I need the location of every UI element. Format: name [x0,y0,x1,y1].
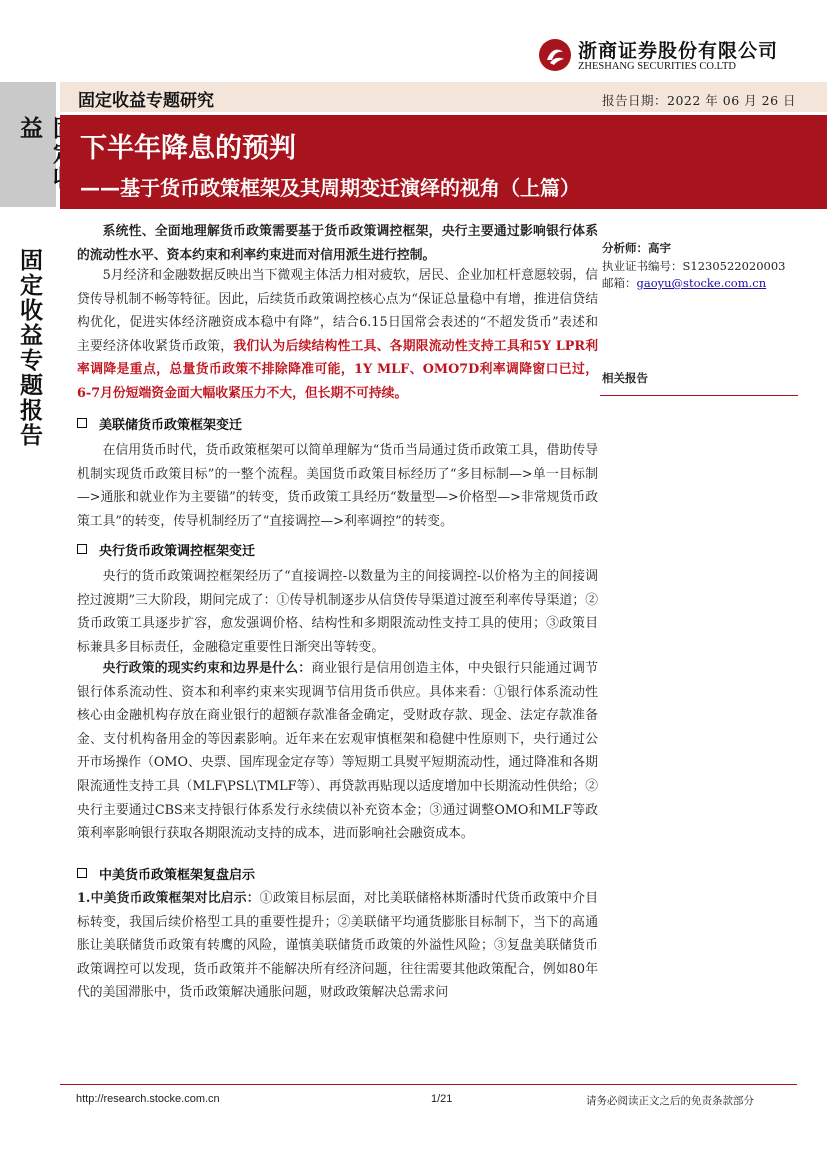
section-heading-pboc [77,540,255,559]
section-heading-review-label: 中美货币政策框架复盘启示 [99,868,256,883]
section-heading-pboc-label: 央行货币政策调控框架变迁 [99,544,256,559]
outlook-text: 5月经济和金融数据反映出当下微观主体活力相对疲软，居民、企业加杠杆意愿较弱，信贷传导机制不畅等特征。因此，后续货币政策调控核心点为“保证总量稳中有增，推进信贷结构优化，促进实体经济融资成本稳中有降”，结合6.15日国常会表述的“不超发货币”表述和主要经济体收紧货币政策， [77,268,598,354]
pboc-framework-paragraph: 央行的货币政策调控框架经历了“直接调控-以数量为主的间接调控-以价格为主的间接调控过渡期”三大阶段，期间完成了：①传导机制逐步从信贷传导渠道过渡至利率传导渠道；②货币政策工具逐步扩容，愈发强调价格、结构性和多期限流动性支持工具的使用；③政策目标兼具多目标责任，金融稳定重要性日渐突出等转变。 [77,569,598,655]
side-tag-top-label: 益 [16,116,42,141]
company-name-cn: 浙商证券股份有限公司 [578,40,779,62]
comparison-text: ①政策目标层面，对比美联储格林斯潘时代货币政策中介目标转变，我国后续价格型工具的重要性提升；②美联储平均通货膨胀目标制下，当下的高通胀让美联储货币政策有转鹰的风险，谨慎美联储货币政策的外溢性风险；③复盘美联储货币政策调控可以发现，货币政策并不能解决所有经济问题，往往需要其他政策配合，例如80年代的美国滞胀中，货币政策解决通胀问题，财政政策解决总需求问 [77,891,599,1001]
summary-paragraph: 系统性、全面地理解货币政策需要基于货币政策调控框架，央行主要通过影响银行体系的流动性水平、资本约束和利率约束进而对信用派生进行控制。 [77,224,598,263]
report-title: 下半年降息的预判 [80,133,296,164]
footer-url-link[interactable]: http://research.stocke.com.cn [76,1093,220,1105]
report-date: 报告日期：2022 年 06 月 26 日 [602,93,796,108]
constraints-paragraph [77,657,598,846]
footer-divider [60,1084,797,1085]
checkbox-bullet-icon [77,868,87,878]
analyst-email-link[interactable]: gaoyu@stocke.com.cn [636,276,767,290]
footer-disclaimer: 请务必阅读正文之后的免责条款部分 [586,1095,754,1107]
company-name-en: ZHESHANG SECURITIES CO.LTD [578,61,736,72]
analyst-email-row [602,275,766,291]
related-reports-heading: 相关报告 [602,371,648,385]
analyst-license: 执业证书编号：S1230522020003 [602,259,786,273]
report-category: 固定收益专题研究 [78,91,214,111]
outlook-paragraph [77,264,598,406]
section-heading-fed-label: 美联储货币政策框架变迁 [99,418,243,433]
comparison-lead: 1.中美货币政策框架对比启示： [77,891,260,906]
report-subtitle: ——基于货币政策框架及其周期变迁演绎的视角（上篇） [80,176,580,200]
email-label: 邮箱： [602,276,637,290]
fed-framework-paragraph: 在信用货币时代，货币政策框架可以简单理解为“货币当局通过货币政策工具，借助传导机制实现货币政策目标”的一整个流程。美国货币政策目标经历了“多目标制—>单一目标制—>通胀和就业作为主要锚”的转变，货币政策工具经历“数量型—>价格型—>非常规货币政策工具”的转变，传导机制经历了“直接调控—>利率调控”的转变。 [77,443,598,529]
section-heading-review [77,864,255,883]
constraints-lead: 央行政策的现实约束和边界是什么： [102,661,312,676]
section-heading-fed [77,414,242,433]
outlook-conclusion: 我们认为后续结构性工具、各期限流动性支持工具和5Y LPR利率调降是重点，总量货币政策不排除降准可能，1Y MLF、OMO7D利率调降窗口已过，6-7月份短端资金面大幅收紧压力不大，但长期不可持续。 [77,338,599,401]
constraints-text: 商业银行是信用创造主体，中央银行只能通过调节银行体系流动性、资本和利率约束来实现调节信用货币供应。具体来看：①银行体系流动性核心由金融机构存放在商业银行的超额存款准备金确定，受财政存款、现金、法定存款准备金、支付机构备用金的等因素影响。近年来在宏观审慎框架和稳健中性原则下，央行通过公开市场操作（OMO、央票、国库现金定存等）等短期工具熨平短期流动性，通过降准和各期限流通性支持工具（MLF\PSL\TMLF等）、再贷款再贴现以适度增加中长期流动性供给；②央行主要通过CBS来支持银行体系发行永续债以补充资本金；③通过调整OMO和MLF等政策利率影响银行获取各期限流动支持的成本，进而影响社会融资成本。 [77,661,599,842]
checkbox-bullet-icon [77,418,87,428]
related-reports-divider [600,395,798,396]
side-tag-top [0,82,56,207]
side-tag-long: 固定收益专题报告 [16,248,42,448]
analyst-name: 分析师：高宇 [602,241,671,255]
company-logo-icon [538,38,572,72]
page-number: 1/21 [431,1093,453,1105]
comparison-paragraph [77,887,598,1005]
checkbox-bullet-icon [77,544,87,554]
